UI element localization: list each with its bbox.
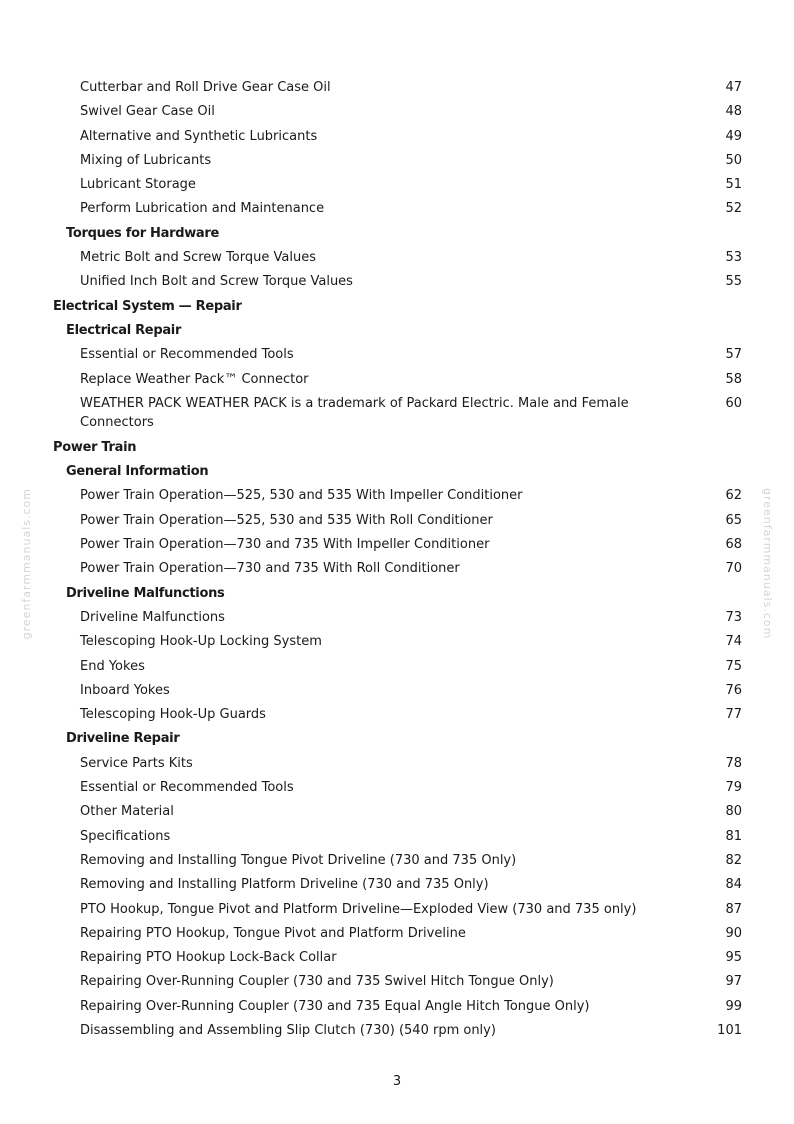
toc-entry[interactable] <box>0 533 794 557</box>
page-number: 3 <box>392 1074 402 1089</box>
toc-section-heading[interactable] <box>0 436 794 460</box>
toc-entry-page: 73 <box>725 609 742 625</box>
toc-entry-title: Repairing PTO Hookup, Tongue Pivot and Platform Driveline <box>80 925 466 941</box>
toc-entry-page: 80 <box>725 804 742 820</box>
toc-entry-page: 81 <box>725 828 742 844</box>
toc-entry[interactable] <box>0 246 794 270</box>
toc-entry-title: General Information <box>66 464 209 480</box>
toc-entry-title: Cutterbar and Roll Drive Gear Case Oil <box>80 80 331 95</box>
toc-subsection-heading[interactable] <box>0 460 794 484</box>
toc-entry-title: Essential or Recommended Tools <box>80 780 294 796</box>
toc-entry[interactable] <box>0 946 794 970</box>
toc-entry-page: 52 <box>725 201 742 217</box>
toc-entry-title: Swivel Gear Case Oil <box>80 104 215 120</box>
toc-subsection-heading[interactable] <box>0 727 794 751</box>
watermark-right: greenfarmmanuals.com <box>761 488 774 640</box>
toc-entry-page: 77 <box>725 707 742 723</box>
toc-entry-page: 51 <box>725 177 742 193</box>
toc-entry-title: Disassembling and Assembling Slip Clutch (730) (540 rpm only) <box>80 1022 496 1038</box>
toc-entry[interactable] <box>0 898 794 922</box>
toc-entry-page: 82 <box>725 852 742 868</box>
toc-entry[interactable] <box>0 800 794 824</box>
toc-entry-page: 101 <box>717 1022 742 1038</box>
toc-entry-page: 84 <box>725 877 742 893</box>
toc-subsection-heading[interactable] <box>0 222 794 246</box>
toc-entry[interactable] <box>0 509 794 533</box>
toc-entry-title: Metric Bolt and Screw Torque Values <box>80 250 316 266</box>
toc-entry-page: 48 <box>725 104 742 120</box>
toc-entry-title: WEATHER PACK WEATHER PACK is a trademark of Packard Electric. Male and Female Connectors <box>80 395 629 430</box>
toc-entry[interactable] <box>0 995 794 1019</box>
toc-entry[interactable] <box>0 1019 794 1043</box>
toc-entry[interactable] <box>0 270 794 294</box>
toc-entry[interactable] <box>0 484 794 508</box>
toc-section-heading[interactable] <box>0 295 794 319</box>
toc-entry[interactable] <box>0 752 794 776</box>
toc-entry[interactable] <box>0 825 794 849</box>
toc-entry-page: 70 <box>725 561 742 577</box>
toc-entry-page: 60 <box>725 395 742 411</box>
toc-entry-title: End Yokes <box>80 658 145 674</box>
toc-entry-page: 74 <box>725 634 742 650</box>
toc-entry[interactable] <box>0 173 794 197</box>
toc-entry-title: Power Train Operation—730 and 735 With Roll Conditioner <box>80 561 460 577</box>
toc-entry[interactable] <box>0 197 794 221</box>
toc-entry-title: Mixing of Lubricants <box>80 152 212 168</box>
toc-entry-title: Other Material <box>80 804 174 820</box>
toc-entry-page: 62 <box>725 488 742 504</box>
toc-entry[interactable] <box>0 873 794 897</box>
toc-entry[interactable] <box>0 368 794 392</box>
toc-entry[interactable] <box>0 776 794 800</box>
watermark-left: greenfarmmanuals.com <box>20 488 33 640</box>
toc-entry-title: Lubricant Storage <box>80 177 196 193</box>
toc-entry-page: 87 <box>725 901 742 917</box>
toc-entry[interactable] <box>0 606 794 630</box>
toc-entry-title: Repairing Over-Running Coupler (730 and 735 Swivel Hitch Tongue Only) <box>80 974 554 990</box>
toc-entry[interactable] <box>0 76 794 100</box>
table-of-contents <box>0 76 794 1043</box>
toc-entry-title: Power Train Operation—525, 530 and 535 With Roll Conditioner <box>80 512 493 528</box>
toc-entry-title: Telescoping Hook-Up Guards <box>80 707 266 723</box>
toc-entry-page: 50 <box>725 152 742 168</box>
toc-entry-page: 99 <box>725 998 742 1014</box>
toc-entry-title: Driveline Malfunctions <box>66 585 225 601</box>
toc-entry-title: Power Train Operation—730 and 735 With Impeller Conditioner <box>80 537 490 553</box>
toc-subsection-heading[interactable] <box>0 582 794 606</box>
toc-entry-title: Unified Inch Bolt and Screw Torque Values <box>80 274 353 290</box>
toc-entry-title: Service Parts Kits <box>80 755 193 771</box>
toc-entry-title: Torques for Hardware <box>66 225 220 241</box>
toc-entry-page: 55 <box>725 274 742 290</box>
toc-entry-page: 47 <box>725 80 742 95</box>
toc-entry-title: Repairing PTO Hookup Lock-Back Collar <box>80 950 337 966</box>
toc-entry[interactable] <box>0 100 794 124</box>
toc-entry[interactable] <box>0 679 794 703</box>
toc-entry-title: Electrical Repair <box>66 322 182 338</box>
toc-entry[interactable] <box>0 849 794 873</box>
toc-entry-page: 75 <box>725 658 742 674</box>
toc-entry-title: Essential or Recommended Tools <box>80 347 294 363</box>
toc-entry-title: Inboard Yokes <box>80 682 170 698</box>
toc-entry-title: Specifications <box>80 828 171 844</box>
toc-entry[interactable] <box>0 703 794 727</box>
toc-entry-title: Electrical System — Repair <box>53 298 242 314</box>
toc-entry-page: 90 <box>725 925 742 941</box>
toc-entry-title: Repairing Over-Running Coupler (730 and 735 Equal Angle Hitch Tongue Only) <box>80 998 590 1014</box>
toc-entry[interactable] <box>0 557 794 581</box>
toc-entry-title: Replace Weather Pack™ Connector <box>80 371 309 387</box>
toc-entry-page: 68 <box>725 537 742 553</box>
toc-entry-title: Removing and Installing Tongue Pivot Driveline (730 and 735 Only) <box>80 852 517 868</box>
toc-entry-page: 58 <box>725 371 742 387</box>
toc-entry-title: Alternative and Synthetic Lubricants <box>80 128 318 144</box>
toc-entry-title: Power Train <box>53 439 137 455</box>
toc-entry[interactable] <box>0 125 794 149</box>
toc-entry[interactable] <box>0 970 794 994</box>
toc-subsection-heading[interactable] <box>0 319 794 343</box>
toc-entry-title: Telescoping Hook-Up Locking System <box>80 634 322 650</box>
toc-entry[interactable] <box>0 630 794 654</box>
toc-entry[interactable] <box>0 922 794 946</box>
toc-entry-page: 78 <box>725 755 742 771</box>
toc-entry-page: 95 <box>725 950 742 966</box>
toc-entry-page: 79 <box>725 780 742 796</box>
toc-entry-page: 49 <box>725 128 742 144</box>
toc-entry-title: Power Train Operation—525, 530 and 535 With Impeller Conditioner <box>80 488 523 504</box>
toc-entry-page: 57 <box>725 347 742 363</box>
toc-entry[interactable] <box>0 655 794 679</box>
toc-entry-title: Removing and Installing Platform Driveline (730 and 735 Only) <box>80 877 489 893</box>
toc-entry[interactable] <box>0 149 794 173</box>
toc-entry[interactable] <box>0 392 794 436</box>
toc-entry-title: Driveline Malfunctions <box>80 609 225 625</box>
toc-entry-page: 65 <box>725 512 742 528</box>
toc-entry-page: 53 <box>725 250 742 266</box>
toc-entry[interactable] <box>0 343 794 367</box>
toc-entry-title: Perform Lubrication and Maintenance <box>80 201 325 217</box>
toc-entry-title: Driveline Repair <box>66 731 180 747</box>
toc-entry-title: PTO Hookup, Tongue Pivot and Platform Driveline—Exploded View (730 and 735 only) <box>80 901 637 917</box>
toc-entry-page: 97 <box>725 974 742 990</box>
toc-entry-page: 76 <box>725 682 742 698</box>
